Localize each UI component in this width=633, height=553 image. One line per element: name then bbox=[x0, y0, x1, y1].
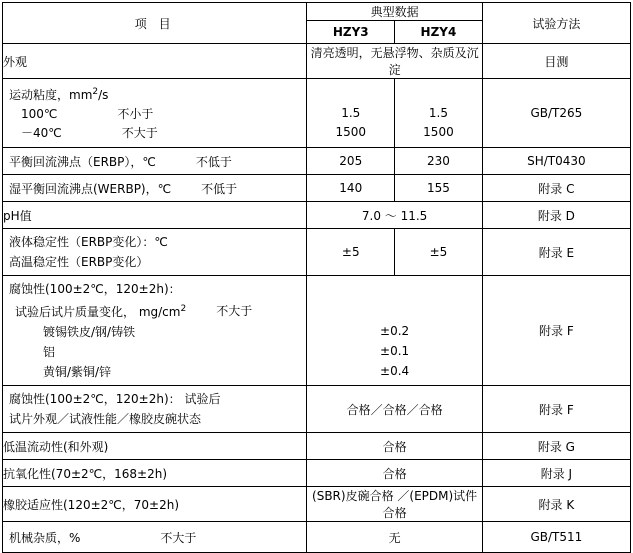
header-test-method: 试验方法 bbox=[482, 3, 630, 44]
table-row bbox=[3, 487, 631, 522]
viscosity-limit-100: 不小于 bbox=[117, 107, 154, 121]
row-rubber-method: 附录 K bbox=[482, 487, 630, 522]
row-werbp-method: 附录 C bbox=[482, 175, 630, 202]
row-erbp-method: SH/T0430 bbox=[482, 148, 630, 175]
row-viscosity-item bbox=[3, 79, 307, 148]
row-stability-hzy4: ±5 bbox=[395, 229, 483, 276]
row-appearance-item: 外观 bbox=[3, 44, 307, 79]
corrosion-appearance-line-2: 试片外观／试液性能／橡胶皮碗状态 bbox=[9, 412, 202, 426]
row-erbp-item bbox=[3, 148, 307, 175]
corrosion-mass-value-3: ±0.4 bbox=[380, 363, 410, 378]
stability-line-2: 高温稳定性（ERBP变化） bbox=[9, 255, 149, 269]
viscosity-label: 运动粘度，$mm^2/s$ bbox=[9, 87, 109, 102]
row-ph-method: 附录 D bbox=[482, 202, 630, 229]
row-oxidation-item: 抗氧化性(70±2℃，168±2h) bbox=[3, 460, 307, 487]
erbp-label: 平衡回流沸点（ERBP），℃ bbox=[9, 154, 156, 169]
table-row bbox=[3, 433, 631, 460]
row-ph-value: 7.0 ～ 11.5 bbox=[307, 202, 482, 229]
impurities-limit: 不大于 bbox=[160, 530, 197, 545]
table-row bbox=[3, 148, 631, 175]
viscosity-hzy4-100: 1.5 bbox=[428, 105, 448, 120]
row-appearance-method: 目测 bbox=[482, 44, 630, 79]
row-ph-item: pH值 bbox=[3, 202, 307, 229]
row-impurities-value: 无 bbox=[307, 522, 482, 553]
corrosion-mass-line-5: 黄铜/紫铜/锌 bbox=[43, 365, 112, 379]
impurities-label: 机械杂质，% bbox=[9, 530, 81, 545]
row-oxidation-value: 合格 bbox=[307, 460, 482, 487]
row-lowtemp-item: 低温流动性(和外观) bbox=[3, 433, 307, 460]
header-typical-data: 典型数据 bbox=[307, 3, 482, 21]
table-row bbox=[3, 175, 631, 202]
werbp-limit: 不低于 bbox=[201, 181, 238, 196]
corrosion-mass-line-1: 腐蚀性(100±2℃，120±2h)： bbox=[9, 282, 181, 296]
row-lowtemp-value: 合格 bbox=[307, 433, 482, 460]
table-row bbox=[3, 79, 631, 148]
viscosity-temp-40: －40℃ bbox=[21, 126, 62, 140]
table-row bbox=[3, 44, 631, 79]
row-corrosion-mass-item bbox=[3, 276, 307, 386]
corrosion-mass-line-2: 试验后试片质量变化， $mg/cm^2$ bbox=[15, 304, 187, 319]
row-werbp-hzy4: 155 bbox=[395, 175, 483, 202]
row-rubber-value: (SBR)皮碗合格 ／(EPDM)试件合格 bbox=[307, 487, 482, 522]
viscosity-limit-40: 不大于 bbox=[121, 126, 158, 140]
corrosion-mass-limit: 不大于 bbox=[216, 303, 253, 318]
corrosion-appearance-line-1: 腐蚀性(100±2℃，120±2h)： 试验后 bbox=[9, 392, 221, 406]
table-row bbox=[3, 229, 631, 276]
row-appearance-value: 清亮透明，无悬浮物、杂质及沉淀 bbox=[307, 44, 482, 79]
row-stability-hzy3: ±5 bbox=[307, 229, 395, 276]
table-row bbox=[3, 460, 631, 487]
table-header-row bbox=[3, 3, 631, 21]
viscosity-hzy3-40: 1500 bbox=[335, 124, 367, 139]
header-hzy4: HZY4 bbox=[395, 21, 483, 44]
row-viscosity-hzy3 bbox=[307, 79, 395, 148]
row-corrosion-mass-values bbox=[307, 276, 482, 386]
specification-table bbox=[2, 2, 631, 553]
row-werbp-hzy3: 140 bbox=[307, 175, 395, 202]
row-viscosity-method: GB/T265 bbox=[482, 79, 630, 148]
erbp-limit: 不低于 bbox=[195, 154, 232, 169]
corrosion-mass-line-4: 铝 bbox=[43, 345, 56, 359]
viscosity-hzy3-100: 1.5 bbox=[341, 105, 361, 120]
row-erbp-hzy3: 205 bbox=[307, 148, 395, 175]
row-corrosion-appearance-value: 合格／合格／合格 bbox=[307, 386, 482, 433]
werbp-label: 湿平衡回流沸点(WERBP)，℃ bbox=[9, 181, 172, 196]
row-oxidation-method: 附录 J bbox=[482, 460, 630, 487]
row-erbp-hzy4: 230 bbox=[395, 148, 483, 175]
table-row bbox=[3, 386, 631, 433]
row-lowtemp-method: 附录 G bbox=[482, 433, 630, 460]
row-viscosity-hzy4 bbox=[395, 79, 483, 148]
header-item: 项 目 bbox=[3, 3, 307, 44]
row-impurities-method: GB/T511 bbox=[482, 522, 630, 553]
row-stability-item bbox=[3, 229, 307, 276]
row-corrosion-mass-method: 附录 F bbox=[482, 276, 630, 386]
header-hzy3: HZY3 bbox=[307, 21, 395, 44]
stability-line-1: 液体稳定性（ERBP变化）：℃ bbox=[9, 235, 168, 249]
corrosion-mass-value-1: ±0.2 bbox=[380, 323, 410, 338]
table-row bbox=[3, 276, 631, 386]
row-werbp-item bbox=[3, 175, 307, 202]
corrosion-mass-line-3: 镀锡铁皮/钢/铸铁 bbox=[43, 325, 136, 339]
viscosity-temp-100: 100℃ bbox=[21, 107, 58, 121]
corrosion-mass-value-2: ±0.1 bbox=[380, 343, 410, 358]
table-row bbox=[3, 202, 631, 229]
viscosity-hzy4-40: 1500 bbox=[423, 124, 454, 139]
row-impurities-item bbox=[3, 522, 307, 553]
table-row bbox=[3, 522, 631, 553]
row-corrosion-appearance-method: 附录 F bbox=[482, 386, 630, 433]
row-stability-method: 附录 E bbox=[482, 229, 630, 276]
row-corrosion-appearance-item bbox=[3, 386, 307, 433]
row-rubber-item: 橡胶适应性(120±2℃，70±2h) bbox=[3, 487, 307, 522]
